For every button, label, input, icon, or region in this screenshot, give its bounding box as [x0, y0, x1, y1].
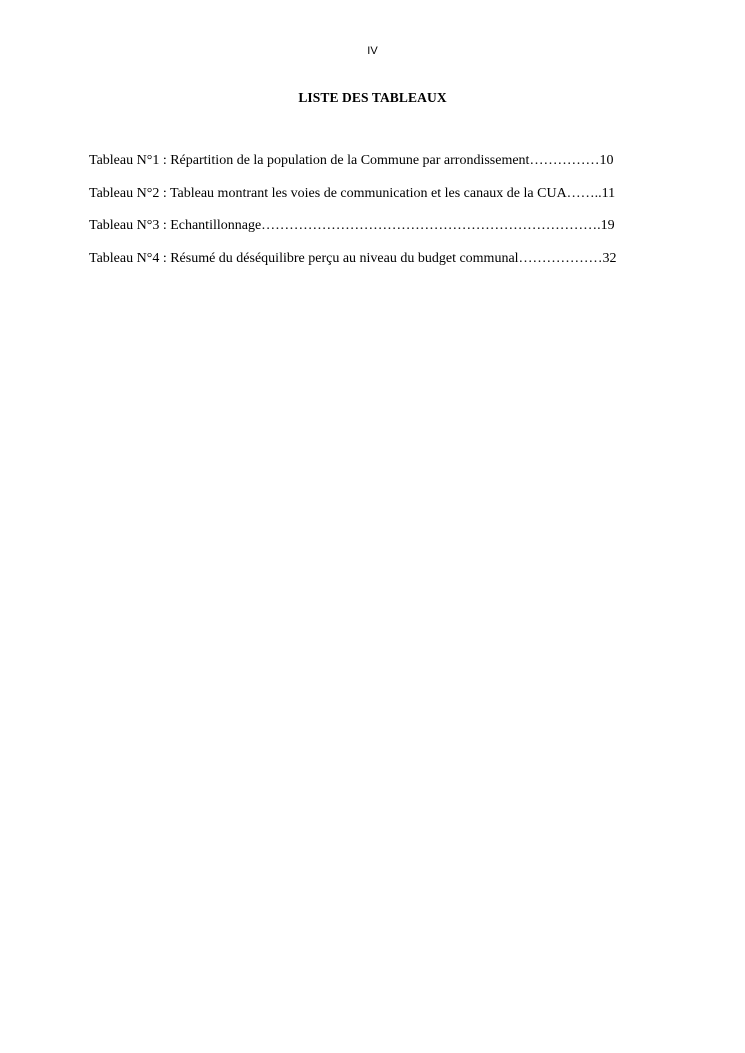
page-number: IV — [367, 45, 378, 57]
page-title: LISTE DES TABLEAUX — [298, 90, 447, 105]
table-list-entry-1: Tableau N°1 : Répartition de la population de la Commune par arrondissement……………10 — [89, 153, 614, 168]
table-list-entry-2: Tableau N°2 : Tableau montrant les voies de communication et les canaux de la CUA……..11 — [89, 185, 616, 201]
table-list-entry-4: Tableau N°4 : Résumé du déséquilibre perçu au niveau du budget communal………………32 — [89, 250, 617, 266]
table-list-entry-3: Tableau N°3 : Echantillonnage……………………………………………………………….19 — [89, 218, 615, 233]
table-list — [89, 151, 659, 281]
